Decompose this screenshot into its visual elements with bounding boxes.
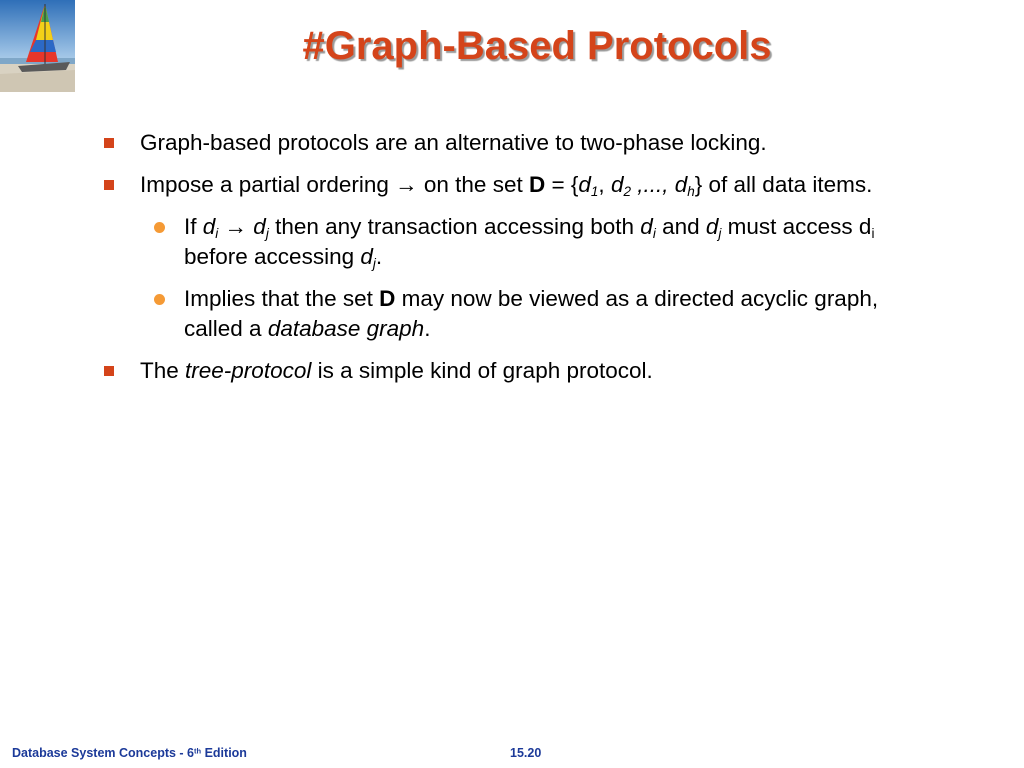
subscript: i xyxy=(652,226,656,242)
var-d: d xyxy=(578,172,591,197)
bullet-text-part: . xyxy=(424,316,431,341)
subscript: j xyxy=(265,226,269,242)
var-d: d xyxy=(610,172,624,197)
bullet-text-part: on the set xyxy=(417,172,529,197)
bullet-text: Graph-based protocols are an alternative to two-phase locking. xyxy=(140,130,767,155)
arrow-symbol: → xyxy=(395,172,418,197)
bullet-text-part: The xyxy=(140,358,186,383)
slide-body xyxy=(104,128,924,398)
bullet-text-part: = { xyxy=(545,172,579,197)
emphasis-term: database graph xyxy=(267,316,425,341)
var-d: d xyxy=(202,214,216,239)
sub-bullet-item xyxy=(154,212,924,272)
bullet-text-part: Impose a partial ordering xyxy=(140,172,396,197)
set-name: D xyxy=(379,286,396,311)
bullet-item xyxy=(104,128,924,158)
bullet-text-part: . xyxy=(375,244,383,269)
bullet-text-part: If xyxy=(184,214,203,239)
var-d: d xyxy=(253,214,266,239)
bullet-item xyxy=(104,170,924,200)
bullet-text-part: is a simple kind of graph protocol. xyxy=(311,358,653,383)
page-number: 15.20 xyxy=(510,746,542,760)
slide-title: #Graph-Based Protocols xyxy=(302,24,772,68)
var-d: d xyxy=(640,214,653,239)
bullet-text-part: must access d xyxy=(721,214,872,239)
bullet-text-part: then any transaction accessing both xyxy=(268,214,641,239)
subscript: j xyxy=(718,226,722,242)
bullet-item xyxy=(104,356,924,386)
bullet-text-part: before accessing xyxy=(184,244,361,269)
bullet-text-part: Implies that the set xyxy=(184,286,380,311)
square-bullet-icon xyxy=(104,366,114,376)
subscript: 1 xyxy=(590,184,599,200)
arrow-symbol: → xyxy=(218,214,254,239)
round-bullet-icon xyxy=(154,294,165,305)
var-d: d xyxy=(360,244,373,269)
footer-sup: th xyxy=(194,746,202,756)
footer-book-title xyxy=(12,746,247,760)
bullet-text-part: , xyxy=(598,172,611,197)
subscript: 2 xyxy=(623,184,631,200)
round-bullet-icon xyxy=(154,222,165,233)
var-d: d xyxy=(674,172,688,197)
var-d: d xyxy=(705,214,719,239)
emphasis-term: tree-protocol xyxy=(185,358,312,383)
square-bullet-icon xyxy=(104,138,114,148)
subscript: h xyxy=(687,184,695,200)
sub-bullet-item xyxy=(154,284,924,344)
square-bullet-icon xyxy=(104,180,114,190)
subscript: j xyxy=(372,256,376,272)
bullet-text-part: } of all data items. xyxy=(694,172,873,197)
footer-text: Database System Concepts - 6 xyxy=(12,746,195,760)
bullet-text-part: and xyxy=(655,214,706,239)
footer-text: Edition xyxy=(201,746,247,760)
bullet-text-part: may now be viewed as a directed acyclic graph, called a xyxy=(184,286,879,341)
bullet-text-part: ,..., xyxy=(630,172,675,197)
subscript: i xyxy=(215,226,219,242)
subscript: i xyxy=(871,226,875,242)
set-name: D xyxy=(528,172,546,197)
